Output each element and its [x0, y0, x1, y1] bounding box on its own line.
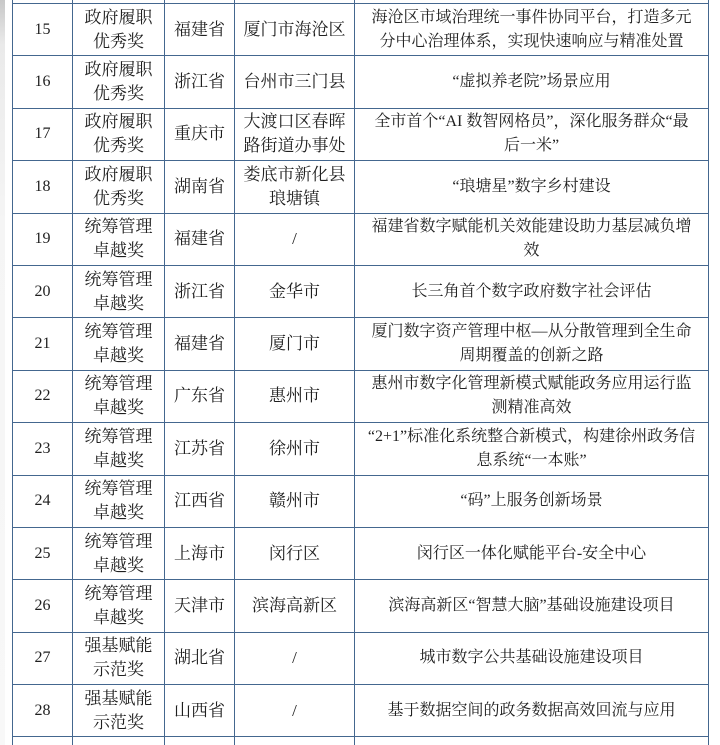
cell-award-type: [73, 737, 165, 745]
cell-province: 湖南省: [165, 161, 235, 212]
cell-project: “码”上服务创新场景: [355, 476, 709, 527]
cell-award-type: 强基赋能示范奖: [73, 685, 165, 736]
cell-project: 厦门数字资产管理中枢—从分散管理到全生命周期覆盖的创新之路: [355, 318, 709, 369]
cell-project: 城市数字公共基础设施建设项目: [355, 633, 709, 684]
table-row: [13, 4, 709, 56]
cell-number: 27: [13, 633, 73, 684]
table-row: [13, 685, 709, 737]
cell-city-district: 台州市三门县: [235, 56, 355, 107]
cell-project: 海沧区市域治理统一事件协同平台，打造多元分中心治理体系，实现快速响应与精准处置: [355, 4, 709, 55]
cell-award-type: 统筹管理卓越奖: [73, 423, 165, 474]
cell-award-type: 统筹管理卓越奖: [73, 214, 165, 265]
cell-city-district: 大渡口区春晖路街道办事处: [235, 109, 355, 160]
cell-award-type: 统筹管理卓越奖: [73, 528, 165, 579]
table-row: [13, 161, 709, 213]
table-row: [13, 528, 709, 580]
awards-table-body: [13, 4, 709, 737]
cell-city-district: 娄底市新化县琅塘镇: [235, 161, 355, 212]
cell-number: 16: [13, 56, 73, 107]
table-row: [13, 109, 709, 161]
table-row: [13, 580, 709, 632]
cell-province: 上海市: [165, 528, 235, 579]
cell-city-district: /: [235, 685, 355, 736]
cell-city-district: 滨海高新区: [235, 580, 355, 631]
cell-number: 26: [13, 580, 73, 631]
cell-number: 23: [13, 423, 73, 474]
cell-province: 广东省: [165, 371, 235, 422]
cell-award-type: [73, 0, 165, 3]
cell-province: [165, 0, 235, 3]
cell-province: 福建省: [165, 214, 235, 265]
cell-project: 基于数据空间的政务数据高效回流与应用: [355, 685, 709, 736]
cell-award-type: 统筹管理卓越奖: [73, 476, 165, 527]
cell-province: 江西省: [165, 476, 235, 527]
cell-city-district: /: [235, 214, 355, 265]
table-row: [13, 214, 709, 266]
table-row-cutoff-bottom: [13, 737, 709, 745]
table-row: [13, 423, 709, 475]
cell-city-district: 惠州市: [235, 371, 355, 422]
awards-table: [12, 0, 709, 745]
cell-city-district: 闵行区: [235, 528, 355, 579]
cell-project: 惠州市数字化管理新模式赋能政务应用运行监测精准高效: [355, 371, 709, 422]
cell-award-type: 政府履职优秀奖: [73, 4, 165, 55]
cell-province: 福建省: [165, 318, 235, 369]
cell-city-district: 金华市: [235, 266, 355, 317]
cell-city-district: /: [235, 633, 355, 684]
cell-city-district: [235, 737, 355, 745]
cell-number: 24: [13, 476, 73, 527]
cell-province: [165, 737, 235, 745]
cell-number: 15: [13, 4, 73, 55]
cell-award-type: 强基赋能示范奖: [73, 633, 165, 684]
cell-project: 福建省数字赋能机关效能建设助力基层减负增效: [355, 214, 709, 265]
scan-edge-artifact: [0, 0, 5, 745]
cell-province: 浙江省: [165, 266, 235, 317]
cell-project: 滨海高新区“智慧大脑”基础设施建设项目: [355, 580, 709, 631]
cell-province: 重庆市: [165, 109, 235, 160]
cell-number: 19: [13, 214, 73, 265]
cell-city-district: [235, 0, 355, 3]
cell-number: [13, 737, 73, 745]
cell-city-district: 厦门市海沧区: [235, 4, 355, 55]
cell-project: “2+1”标准化系统整合新模式，构建徐州政务信息系统“一本账”: [355, 423, 709, 474]
cell-number: 20: [13, 266, 73, 317]
cell-award-type: 政府履职优秀奖: [73, 109, 165, 160]
cell-province: 浙江省: [165, 56, 235, 107]
cell-project: 全市首个“AI 数智网格员”，深化服务群众“最后一米”: [355, 109, 709, 160]
table-row: [13, 266, 709, 318]
cell-number: 21: [13, 318, 73, 369]
cell-number: 28: [13, 685, 73, 736]
table-row: [13, 56, 709, 108]
cell-province: 湖北省: [165, 633, 235, 684]
table-row: [13, 633, 709, 685]
cell-province: 福建省: [165, 4, 235, 55]
cell-project: “琅塘星”数字乡村建设: [355, 161, 709, 212]
cell-award-type: 统筹管理卓越奖: [73, 371, 165, 422]
cell-province: 山西省: [165, 685, 235, 736]
cell-project: 长三角首个数字政府数字社会评估: [355, 266, 709, 317]
cell-project: [355, 737, 709, 745]
cell-award-type: 统筹管理卓越奖: [73, 318, 165, 369]
cell-award-type: 统筹管理卓越奖: [73, 580, 165, 631]
cell-award-type: 政府履职优秀奖: [73, 56, 165, 107]
cell-province: 江苏省: [165, 423, 235, 474]
table-row: [13, 476, 709, 528]
cell-number: 22: [13, 371, 73, 422]
cell-number: 25: [13, 528, 73, 579]
cell-project: [355, 0, 709, 3]
cell-award-type: 统筹管理卓越奖: [73, 266, 165, 317]
table-row: [13, 371, 709, 423]
cell-project: “虚拟养老院”场景应用: [355, 56, 709, 107]
cell-city-district: 赣州市: [235, 476, 355, 527]
table-row: [13, 318, 709, 370]
cell-number: 17: [13, 109, 73, 160]
cell-number: [13, 0, 73, 3]
cell-province: 天津市: [165, 580, 235, 631]
cell-number: 18: [13, 161, 73, 212]
cell-city-district: 厦门市: [235, 318, 355, 369]
cell-award-type: 政府履职优秀奖: [73, 161, 165, 212]
cell-city-district: 徐州市: [235, 423, 355, 474]
cell-project: 闵行区一体化赋能平台-安全中心: [355, 528, 709, 579]
